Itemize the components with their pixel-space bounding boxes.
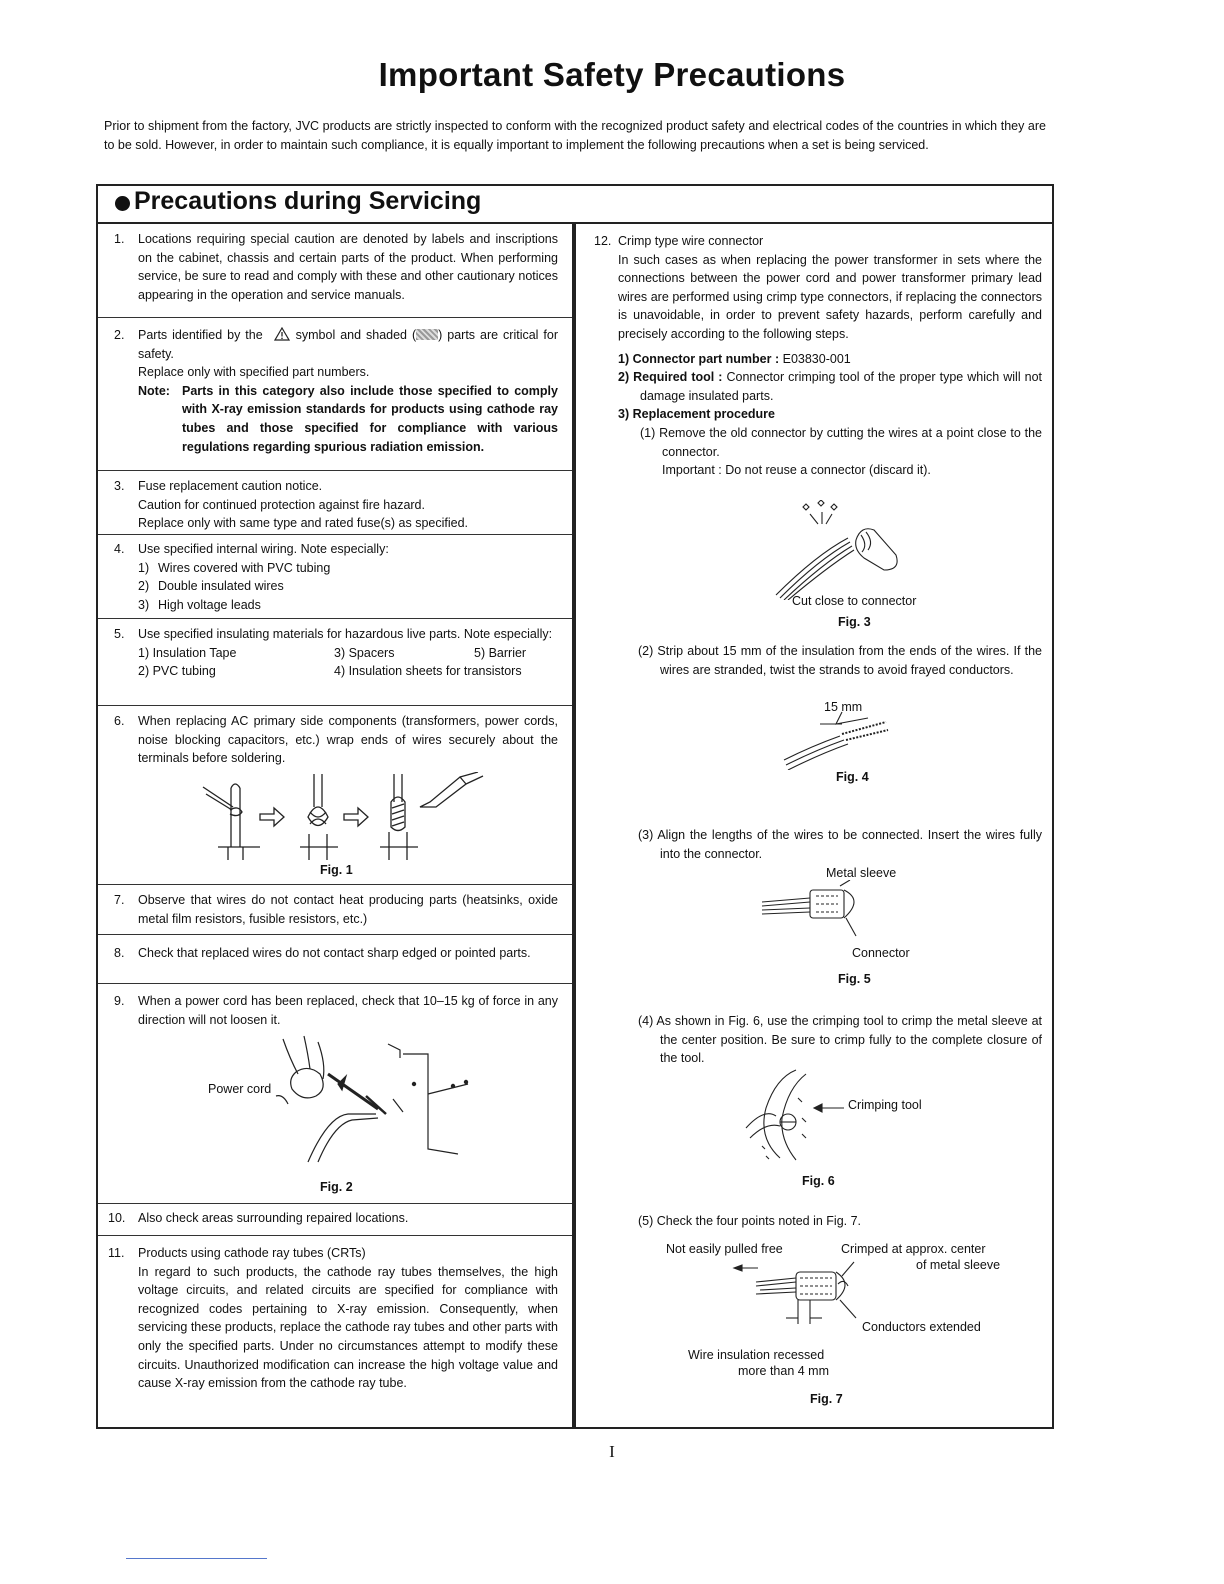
item-12 [576, 232, 1052, 480]
item-8 [98, 935, 572, 984]
item-number: 4. [114, 542, 125, 556]
item-text: In such cases as when replacing the power transformer in sets where the connections between the power cord and power transformer primary lead wires are performed using crimp type connectors, if replacing the connectors is unavoidable, in order to prevent safety hazards, perform carefully and precisely according to the following steps. [618, 252, 1042, 341]
crimping-tool-illustration [736, 1068, 846, 1178]
list-item: 1) Wires covered with PVC tubing [138, 560, 331, 575]
item-number: 7. [114, 893, 125, 907]
item-text: Check that replaced wires do not contact sharp edged or pointed parts. [138, 946, 531, 960]
power-cord-illustration [268, 1034, 478, 1164]
right-column [576, 224, 1052, 1427]
item-number: 2. [114, 328, 125, 342]
procedure-5: (5) Check the four points noted in Fig. 7. [638, 1214, 862, 1228]
item-text: Products using cathode ray tubes (CRTs) [138, 1246, 366, 1260]
item-text: Also check areas surrounding repaired locations. [138, 1211, 409, 1225]
figure-caption: Fig. 4 [836, 770, 869, 784]
figure-caption: Fig. 7 [810, 1392, 843, 1406]
item-text: Use specified insulating materials for hazardous live parts. Note especially: [138, 627, 553, 641]
step-2: 2) Required tool : Connector crimping tool of the proper type which will not damage insulated parts. [618, 370, 1042, 403]
figure-caption: Fig. 3 [838, 615, 871, 629]
item-10 [98, 1204, 572, 1236]
note-text: Parts in this category also include those specified to comply with X-ray emission standards for products using cathode ray tubes and those specified for compliance with various regulations regarding spurious radiation emission. [182, 383, 558, 454]
item-text: Locations requiring special caution are denoted by labels and inscriptions on the cabinet, chassis and certain parts of the product. When performing service, be sure to read and comply with these and other cautionary notices appearing in the operation and service manuals. [138, 232, 558, 302]
item-5 [98, 619, 572, 706]
item-number: 9. [114, 994, 125, 1008]
figure-caption: Fig. 6 [802, 1174, 835, 1188]
item-text: When replacing AC primary side components (transformers, power cords, noise blocking capacitors, etc.) wrap ends of wires securely about the terminals before soldering. [138, 714, 558, 766]
figure-label: 15 mm [824, 700, 863, 714]
figure-caption: Fig. 1 [320, 863, 353, 877]
list-row: 2) PVC tubing 4) Insulation sheets for transistors [138, 664, 522, 679]
item-number: 10. [108, 1211, 126, 1225]
page-title: Important Safety Precautions [378, 56, 846, 93]
figure-label: of metal sleeve [916, 1258, 1001, 1272]
figure-label: Cut close to connector [792, 594, 917, 608]
list-row: 1) Insulation Tape 3) Spacers 5) Barrier [138, 645, 527, 660]
footer-rule [126, 1558, 267, 1559]
item-number: 12. [594, 234, 612, 248]
figure-label: Crimped at approx. center [841, 1242, 986, 1256]
item-number: 3. [114, 479, 125, 493]
item-text: Replace only with same type and rated fuse(s) as specified. [138, 516, 469, 531]
wire-wrapping-illustration [198, 772, 488, 867]
procedure-3: (3) Align the lengths of the wires to be connected. Insert the wires fully into the connector. [638, 828, 1042, 861]
section-heading: Precautions during Servicing [134, 187, 482, 215]
item-text: In regard to such products, the cathode ray tubes themselves, the high voltage circuits, and related circuits are specified for compliance with recognized codes pertaining to X-ray emission. Consequently, when servicing these products, replace the cathode ray tubes and other parts with only the specified parts. Under no circumstances attempt to modify these circuits. Unauthorized modification can increase the high voltage value and cause X-ray emission from the cathode ray tube. [138, 1264, 558, 1391]
item-number: 1. [114, 232, 125, 246]
intro-paragraph: Prior to shipment from the factory, JVC products are strictly inspected to conform with the recognized product safety and electrical codes of the countries in which they are to be sold. However, in order to maintain such compliance, it is equally important to implement the following precautions when a set is being serviced. [104, 119, 1046, 152]
stripped-wire-illustration [782, 710, 892, 770]
item-text: ) parts are critical for safety. [138, 328, 558, 361]
connector-insert-illustration [760, 880, 880, 940]
cut-connector-illustration [766, 500, 916, 600]
item-number: 11. [108, 1246, 125, 1260]
item-text: Caution for continued protection against fire hazard. [138, 497, 425, 512]
item-2 [98, 318, 572, 471]
item-text: When a power cord has been replaced, check that 10–15 kg of force in any direction will not loosen it. [138, 994, 558, 1027]
figure-label: more than 4 mm [738, 1364, 830, 1378]
figure-caption: Fig. 5 [838, 972, 871, 986]
procedure-2: (2) Strip about 15 mm of the insulation from the ends of the wires. If the wires are stranded, twist the strands to avoid frayed conductors. [638, 644, 1042, 677]
item-6 [98, 706, 572, 885]
item-text: Observe that wires do not contact heat producing parts (heatsinks, oxide metal film resistors, fusible resistors, etc.) [138, 893, 558, 926]
item-number: 6. [114, 714, 125, 728]
item-11 [98, 1236, 572, 1427]
list-item: 3) High voltage leads [138, 597, 261, 612]
figure-label: Metal sleeve [826, 866, 897, 880]
precautions-frame [96, 184, 1054, 1429]
figure-label: Connector [852, 946, 910, 960]
shaded-swatch-icon [416, 329, 438, 340]
item-3 [98, 471, 572, 535]
figure-label: Wire insulation recessed [688, 1348, 825, 1362]
figure-caption: Fig. 2 [320, 1180, 353, 1194]
item-9 [98, 984, 572, 1204]
item-text: Fuse replacement caution notice. [138, 479, 323, 493]
note-block [138, 382, 558, 456]
procedure-1: (1) Remove the old connector by cutting the wires at a point close to the connector. Important : Do not reuse a connector (discard it). [640, 425, 1042, 478]
item-text: symbol and shaded ( [295, 328, 417, 342]
item-7 [98, 885, 572, 935]
item-text: Crimp type wire connector [618, 234, 764, 248]
figure-label: Power cord [208, 1082, 272, 1096]
item-text: Replace only with specified part numbers. [138, 365, 370, 380]
section-header [98, 186, 1052, 224]
note-label: Note: [138, 383, 170, 398]
warning-triangle-icon [274, 327, 290, 341]
step-3: 3) Replacement procedure [618, 407, 775, 422]
item-text: Parts identified by the [138, 328, 263, 342]
item-text: Use specified internal wiring. Note especially: [138, 542, 389, 556]
figure-label: Crimping tool [848, 1098, 922, 1112]
figure-label: Conductors extended [862, 1320, 981, 1334]
item-4 [98, 535, 572, 619]
procedure-4: (4) As shown in Fig. 6, use the crimping tool to crimp the metal sleeve at the center position. Be sure to crimp fully to the complete closure of the tool. [638, 1014, 1042, 1066]
list-item: 2) Double insulated wires [138, 579, 284, 594]
item-1 [98, 224, 572, 318]
left-column [98, 224, 572, 1427]
figure-label: Not easily pulled free [666, 1242, 783, 1256]
item-number: 8. [114, 946, 125, 960]
step-1: 1) Connector part number : E03830-001 [618, 351, 851, 366]
page-number: I [609, 1442, 615, 1461]
bullet-icon [115, 196, 130, 211]
item-number: 5. [114, 627, 125, 641]
